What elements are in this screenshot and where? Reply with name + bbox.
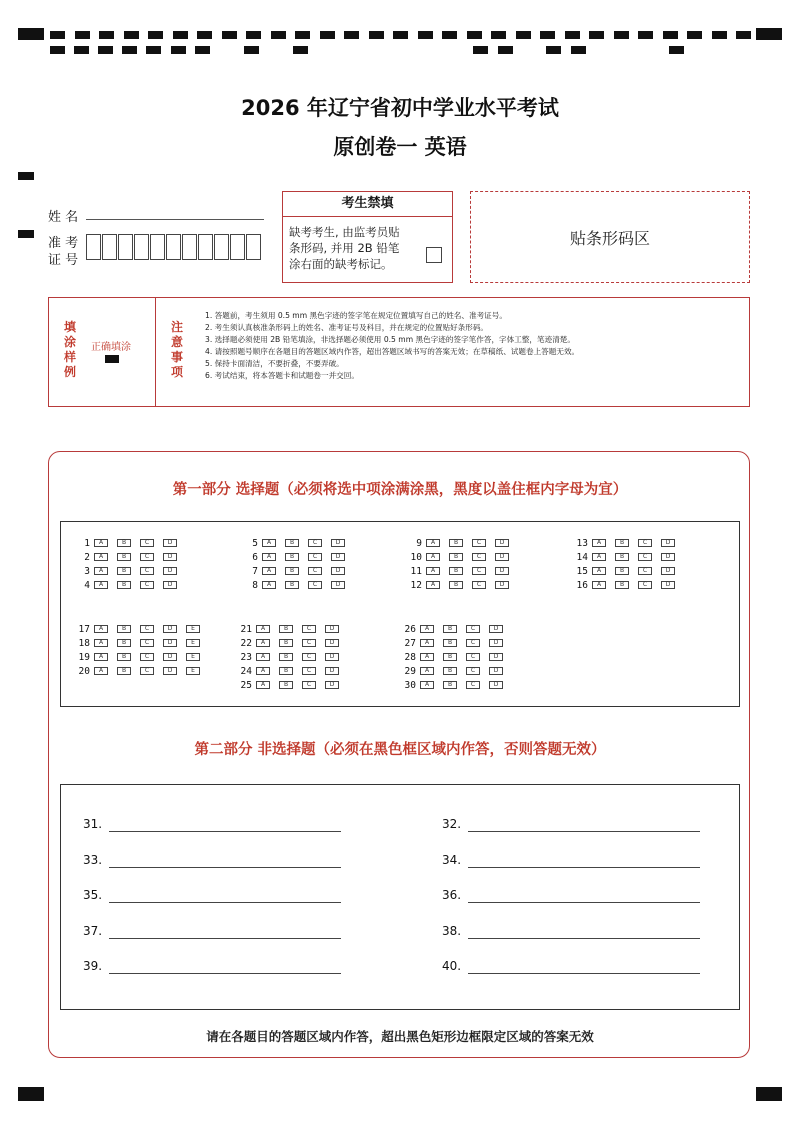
question-row	[398, 652, 512, 662]
option-bubble[interactable]: B	[117, 581, 131, 589]
option-bubble[interactable]: E	[186, 625, 200, 633]
option-bubble[interactable]: B	[279, 625, 293, 633]
option-bubble[interactable]: C	[140, 653, 154, 661]
timing-mark	[197, 31, 212, 39]
timing-row-1	[18, 31, 782, 40]
question-row	[570, 538, 684, 548]
answer-line[interactable]	[109, 938, 341, 939]
option-bubble[interactable]: C	[638, 539, 652, 547]
option-bubble[interactable]: B	[117, 567, 131, 575]
option-bubble[interactable]: D	[489, 667, 503, 675]
question-number: 14	[576, 551, 588, 563]
answer-number: 38.	[442, 923, 462, 938]
timing-mark	[293, 46, 308, 54]
option-bubble[interactable]: B	[449, 539, 463, 547]
option-bubble[interactable]: B	[449, 553, 463, 561]
option-bubble[interactable]: A	[94, 567, 108, 575]
timing-mark	[498, 46, 513, 54]
side-mark-1	[18, 172, 34, 180]
question-number: 9	[416, 537, 422, 549]
question-number: 22	[240, 637, 252, 649]
timing-mark	[222, 31, 237, 39]
timing-mark	[418, 31, 433, 39]
timing-mark	[467, 31, 482, 39]
answer-line[interactable]	[109, 867, 341, 868]
option-bubble[interactable]: C	[302, 681, 316, 689]
question-row	[570, 566, 684, 576]
option-bubble[interactable]: B	[443, 681, 457, 689]
timing-mark	[122, 46, 137, 54]
answer-number: 36.	[442, 888, 462, 902]
timing-mark	[246, 31, 261, 39]
option-bubble[interactable]: B	[117, 639, 131, 647]
option-bubble[interactable]: A	[426, 567, 440, 575]
timing-mark	[516, 31, 531, 39]
option-bubble[interactable]: B	[279, 667, 293, 675]
option-bubble[interactable]: B	[449, 567, 463, 575]
question-number: 25	[240, 679, 252, 691]
option-bubble[interactable]: B	[443, 625, 457, 633]
option-bubble[interactable]: C	[466, 625, 480, 633]
option-bubble[interactable]: D	[661, 581, 675, 589]
option-bubble[interactable]: D	[489, 653, 503, 661]
corner-mark-bottom-right	[756, 1087, 782, 1101]
question-number: 6	[252, 551, 258, 563]
timing-mark	[565, 31, 580, 39]
option-bubble[interactable]: E	[186, 639, 200, 647]
answer-line[interactable]	[468, 902, 700, 903]
option-bubble[interactable]: C	[638, 567, 652, 575]
timing-mark	[736, 31, 751, 39]
option-bubble[interactable]: D	[331, 581, 345, 589]
absent-title: 考生禁填	[283, 192, 452, 217]
timing-mark	[712, 31, 727, 39]
question-number: 27	[404, 637, 416, 649]
option-bubble[interactable]: D	[661, 567, 675, 575]
timing-mark	[663, 31, 678, 39]
option-bubble[interactable]: B	[117, 653, 131, 661]
timing-mark	[393, 31, 408, 39]
option-bubble[interactable]: B	[279, 681, 293, 689]
question-number: 26	[404, 623, 416, 635]
option-bubble[interactable]: C	[472, 553, 486, 561]
option-bubble[interactable]: A	[256, 625, 270, 633]
timing-mark	[148, 31, 163, 39]
page-title: 2026 年辽宁省初中学业水平考试	[241, 96, 559, 120]
option-bubble[interactable]: A	[592, 553, 606, 561]
question-number: 23	[240, 651, 252, 663]
timing-mark	[50, 31, 65, 39]
question-row	[404, 552, 518, 562]
option-bubble[interactable]: D	[325, 625, 339, 633]
question-number: 11	[410, 565, 422, 577]
option-bubble[interactable]: C	[472, 539, 486, 547]
option-bubble[interactable]: B	[443, 667, 457, 675]
timing-mark	[146, 46, 161, 54]
option-bubble[interactable]: E	[186, 653, 200, 661]
question-number: 7	[252, 565, 258, 577]
option-bubble[interactable]: C	[302, 625, 316, 633]
answer-line[interactable]	[468, 867, 700, 868]
timing-mark	[295, 31, 310, 39]
question-number: 17	[78, 623, 90, 635]
option-bubble[interactable]: C	[140, 567, 154, 575]
question-row	[398, 680, 512, 690]
option-bubble[interactable]: C	[466, 681, 480, 689]
question-number: 15	[576, 565, 588, 577]
option-bubble[interactable]: C	[638, 581, 652, 589]
option-bubble[interactable]: D	[163, 567, 177, 575]
option-bubble[interactable]: C	[140, 667, 154, 675]
option-bubble[interactable]: D	[325, 639, 339, 647]
question-row	[72, 666, 209, 676]
option-bubble[interactable]: A	[94, 625, 108, 633]
option-bubble[interactable]: A	[592, 567, 606, 575]
answer-number: 33.	[83, 852, 103, 867]
corner-mark-bottom-left	[18, 1087, 44, 1101]
absent-panel	[282, 191, 453, 283]
question-number: 5	[252, 537, 258, 549]
timing-mark	[244, 46, 259, 54]
part2-title: 第二部分 非选择题（必须在黑色框区域内作答，否则答题无效）	[194, 742, 606, 758]
question-row	[398, 638, 512, 648]
option-bubble[interactable]: B	[117, 553, 131, 561]
answer-line[interactable]	[468, 831, 700, 832]
question-number: 20	[78, 665, 90, 677]
page-subtitle: 原创卷一 英语	[333, 135, 467, 159]
question-number: 28	[404, 651, 416, 663]
option-bubble[interactable]: B	[279, 639, 293, 647]
timing-mark	[473, 46, 488, 54]
option-bubble[interactable]: D	[163, 667, 177, 675]
timing-mark	[124, 31, 139, 39]
question-number: 18	[78, 637, 90, 649]
question-number: 16	[576, 579, 588, 591]
question-row	[240, 566, 354, 576]
question-number: 19	[78, 651, 90, 663]
question-number: 29	[404, 665, 416, 677]
barcode-area	[470, 191, 750, 283]
option-bubble[interactable]: C	[466, 639, 480, 647]
option-bubble[interactable]: B	[117, 625, 131, 633]
option-bubble[interactable]: A	[426, 581, 440, 589]
option-bubble[interactable]: A	[420, 667, 434, 675]
notice-item-1: 1. 答题前，考生须用 0.5 mm 黑色字迹的签字笔在规定位置填写自己的姓名、准考证号。	[205, 311, 507, 320]
option-bubble[interactable]: B	[117, 667, 131, 675]
option-bubble[interactable]: C	[308, 553, 322, 561]
option-bubble[interactable]: D	[163, 653, 177, 661]
timing-row-2	[18, 46, 782, 55]
option-bubble[interactable]: A	[592, 581, 606, 589]
question-row	[240, 552, 354, 562]
timing-mark	[589, 31, 604, 39]
question-row	[404, 566, 518, 576]
option-bubble[interactable]: D	[163, 553, 177, 561]
question-row	[398, 666, 512, 676]
option-bubble[interactable]: C	[308, 567, 322, 575]
question-row	[240, 580, 354, 590]
option-bubble[interactable]: B	[615, 553, 629, 561]
option-bubble[interactable]: D	[661, 553, 675, 561]
question-row	[72, 538, 186, 548]
question-number: 13	[576, 537, 588, 549]
question-number: 4	[84, 579, 90, 591]
timing-mark	[344, 31, 359, 39]
name-label: 姓 名	[48, 210, 79, 225]
option-bubble[interactable]: D	[163, 539, 177, 547]
answer-number: 35.	[83, 888, 103, 902]
option-bubble[interactable]: D	[163, 639, 177, 647]
timing-mark	[173, 31, 188, 39]
fill-example-label: 填 涂 样 例	[63, 320, 76, 379]
question-row	[240, 538, 354, 548]
option-bubble[interactable]: A	[262, 539, 276, 547]
timing-mark	[50, 46, 65, 54]
question-number: 8	[252, 579, 258, 591]
option-bubble[interactable]: C	[140, 539, 154, 547]
question-row	[570, 580, 684, 590]
barcode-label: 贴条形码区	[569, 229, 650, 248]
option-bubble[interactable]: A	[262, 553, 276, 561]
option-bubble[interactable]: A	[94, 553, 108, 561]
question-number: 12	[410, 579, 422, 591]
timing-mark	[99, 31, 114, 39]
option-bubble[interactable]: D	[163, 581, 177, 589]
notice-item-4: 4. 请按照题号顺序在各题目的答题区域内作答，超出答题区域书写的答案无效；在草稿纸、试题卷上答题无效。	[205, 347, 580, 356]
question-row	[404, 538, 518, 548]
option-bubble[interactable]: A	[420, 681, 434, 689]
option-bubble[interactable]: C	[472, 581, 486, 589]
timing-mark	[171, 46, 186, 54]
answer-number: 31.	[83, 817, 103, 831]
option-bubble[interactable]: D	[325, 681, 339, 689]
option-bubble[interactable]: C	[638, 553, 652, 561]
option-bubble[interactable]: D	[325, 653, 339, 661]
timing-mark	[687, 31, 702, 39]
question-number: 30	[404, 679, 416, 691]
answer-line[interactable]	[468, 938, 700, 939]
question-number: 24	[240, 665, 252, 677]
option-bubble[interactable]: E	[186, 667, 200, 675]
question-row	[570, 552, 684, 562]
timing-mark	[442, 31, 457, 39]
question-row	[234, 638, 348, 648]
option-bubble[interactable]: A	[94, 581, 108, 589]
option-bubble[interactable]: B	[279, 653, 293, 661]
option-bubble[interactable]: C	[308, 539, 322, 547]
timing-mark	[271, 31, 286, 39]
timing-mark	[546, 46, 561, 54]
option-bubble[interactable]: D	[661, 539, 675, 547]
option-bubble[interactable]: D	[495, 581, 509, 589]
timing-mark	[614, 31, 629, 39]
option-bubble[interactable]: B	[285, 553, 299, 561]
option-bubble[interactable]: A	[256, 681, 270, 689]
option-bubble[interactable]: D	[495, 539, 509, 547]
timing-mark	[320, 31, 335, 39]
option-bubble[interactable]: D	[495, 567, 509, 575]
part1-title: 第一部分 选择题（必须将选中项涂满涂黑，黑度以盖住框内字母为宜）	[172, 482, 628, 498]
option-bubble[interactable]: A	[420, 653, 434, 661]
option-bubble[interactable]: A	[94, 653, 108, 661]
question-row	[404, 580, 518, 590]
option-bubble[interactable]: D	[325, 667, 339, 675]
option-bubble[interactable]: B	[117, 539, 131, 547]
option-bubble[interactable]: D	[331, 553, 345, 561]
option-bubble[interactable]: C	[302, 667, 316, 675]
notice-item-3: 3. 选择题必须使用 2B 铅笔填涂，非选择题必须使用 0.5 mm 黑色字迹的签字笔作答，字体工整，笔迹清楚。	[205, 335, 575, 344]
question-row	[234, 652, 348, 662]
notice-item-6: 6. 考试结束，将本答题卡和试题卷一并交回。	[205, 371, 359, 380]
question-number: 21	[240, 623, 252, 635]
answer-line[interactable]	[109, 831, 341, 832]
option-bubble[interactable]: A	[426, 539, 440, 547]
timing-mark	[369, 31, 384, 39]
option-bubble[interactable]: C	[140, 553, 154, 561]
timing-mark	[491, 31, 506, 39]
timing-mark	[540, 31, 555, 39]
option-bubble[interactable]: C	[308, 581, 322, 589]
correct-fill-label: 正确填涂	[91, 342, 131, 353]
question-row	[398, 624, 512, 634]
option-bubble[interactable]: B	[615, 581, 629, 589]
option-bubble[interactable]: C	[140, 625, 154, 633]
option-bubble[interactable]: B	[443, 639, 457, 647]
option-bubble[interactable]: A	[256, 667, 270, 675]
option-bubble[interactable]: B	[449, 581, 463, 589]
option-bubble[interactable]: A	[426, 553, 440, 561]
question-number: 3	[84, 565, 90, 577]
answer-number: 37.	[83, 923, 103, 938]
notice-item-5: 5. 保持卡面清洁，不要折叠，不要弄破。	[205, 359, 344, 368]
timing-mark	[571, 46, 586, 54]
option-bubble[interactable]: A	[420, 625, 434, 633]
question-row	[234, 666, 348, 676]
question-number: 1	[84, 537, 90, 549]
notice-item-2: 2. 考生须认真核准条形码上的姓名、准考证号及科目，并在规定的位置贴好条形码。	[205, 323, 489, 332]
option-bubble[interactable]: D	[495, 553, 509, 561]
option-bubble[interactable]: B	[285, 539, 299, 547]
timing-mark	[195, 46, 210, 54]
option-bubble[interactable]: A	[262, 581, 276, 589]
question-number: 10	[410, 551, 422, 563]
answer-line[interactable]	[109, 902, 341, 903]
question-number: 2	[84, 551, 90, 563]
option-bubble[interactable]: D	[489, 639, 503, 647]
notice-label: 注 意 事 项	[170, 320, 183, 379]
option-bubble[interactable]: B	[285, 581, 299, 589]
option-bubble[interactable]: B	[615, 539, 629, 547]
option-bubble[interactable]: A	[94, 639, 108, 647]
answer-number: 40.	[442, 959, 462, 973]
option-bubble[interactable]: D	[331, 567, 345, 575]
question-row	[72, 652, 209, 662]
question-row	[234, 680, 348, 690]
question-row	[72, 580, 186, 590]
option-bubble[interactable]: D	[331, 539, 345, 547]
option-bubble[interactable]: C	[302, 653, 316, 661]
id-label-1: 准 考	[48, 236, 79, 251]
option-bubble[interactable]: A	[94, 539, 108, 547]
open-answer-box	[60, 784, 740, 1010]
question-row	[72, 624, 209, 634]
option-bubble[interactable]: A	[592, 539, 606, 547]
option-bubble[interactable]: D	[489, 681, 503, 689]
answer-number: 32.	[442, 817, 462, 831]
answer-number: 39.	[83, 959, 103, 973]
option-bubble[interactable]: C	[140, 639, 154, 647]
option-bubble[interactable]: B	[285, 567, 299, 575]
timing-mark	[98, 46, 113, 54]
name-field[interactable]	[86, 219, 264, 220]
option-bubble[interactable]: C	[472, 567, 486, 575]
id-label-2: 证 号	[48, 253, 79, 268]
question-row	[72, 552, 186, 562]
answer-line[interactable]	[468, 973, 700, 974]
absent-mark-box[interactable]	[426, 247, 442, 263]
option-bubble[interactable]: A	[420, 639, 434, 647]
option-bubble[interactable]: A	[262, 567, 276, 575]
option-bubble[interactable]: D	[489, 625, 503, 633]
timing-mark	[75, 31, 90, 39]
question-row	[234, 624, 348, 634]
option-bubble[interactable]: D	[163, 625, 177, 633]
instructions-panel	[48, 297, 750, 407]
timing-mark	[74, 46, 89, 54]
divider	[155, 298, 156, 406]
option-bubble[interactable]: B	[615, 567, 629, 575]
option-bubble[interactable]: B	[443, 653, 457, 661]
filled-sample-mark	[105, 355, 119, 363]
option-bubble[interactable]: C	[466, 667, 480, 675]
side-mark-2	[18, 230, 34, 238]
absent-instructions: 缺考考生, 由监考员贴 条形码, 并用 2B 铅笔 涂右面的缺考标记。	[289, 225, 400, 271]
timing-mark	[669, 46, 684, 54]
option-bubble[interactable]: A	[94, 667, 108, 675]
option-bubble[interactable]: C	[140, 581, 154, 589]
answer-number: 34.	[442, 852, 462, 867]
option-bubble[interactable]: C	[302, 639, 316, 647]
option-bubble[interactable]: A	[256, 639, 270, 647]
answer-line[interactable]	[109, 973, 341, 974]
question-row	[72, 638, 209, 648]
timing-mark	[638, 31, 653, 39]
question-row	[72, 566, 186, 576]
option-bubble[interactable]: A	[256, 653, 270, 661]
option-bubble[interactable]: C	[466, 653, 480, 661]
footer-note: 请在各题目的答题区域内作答，超出黑色矩形边框限定区域的答案无效	[206, 1029, 594, 1044]
